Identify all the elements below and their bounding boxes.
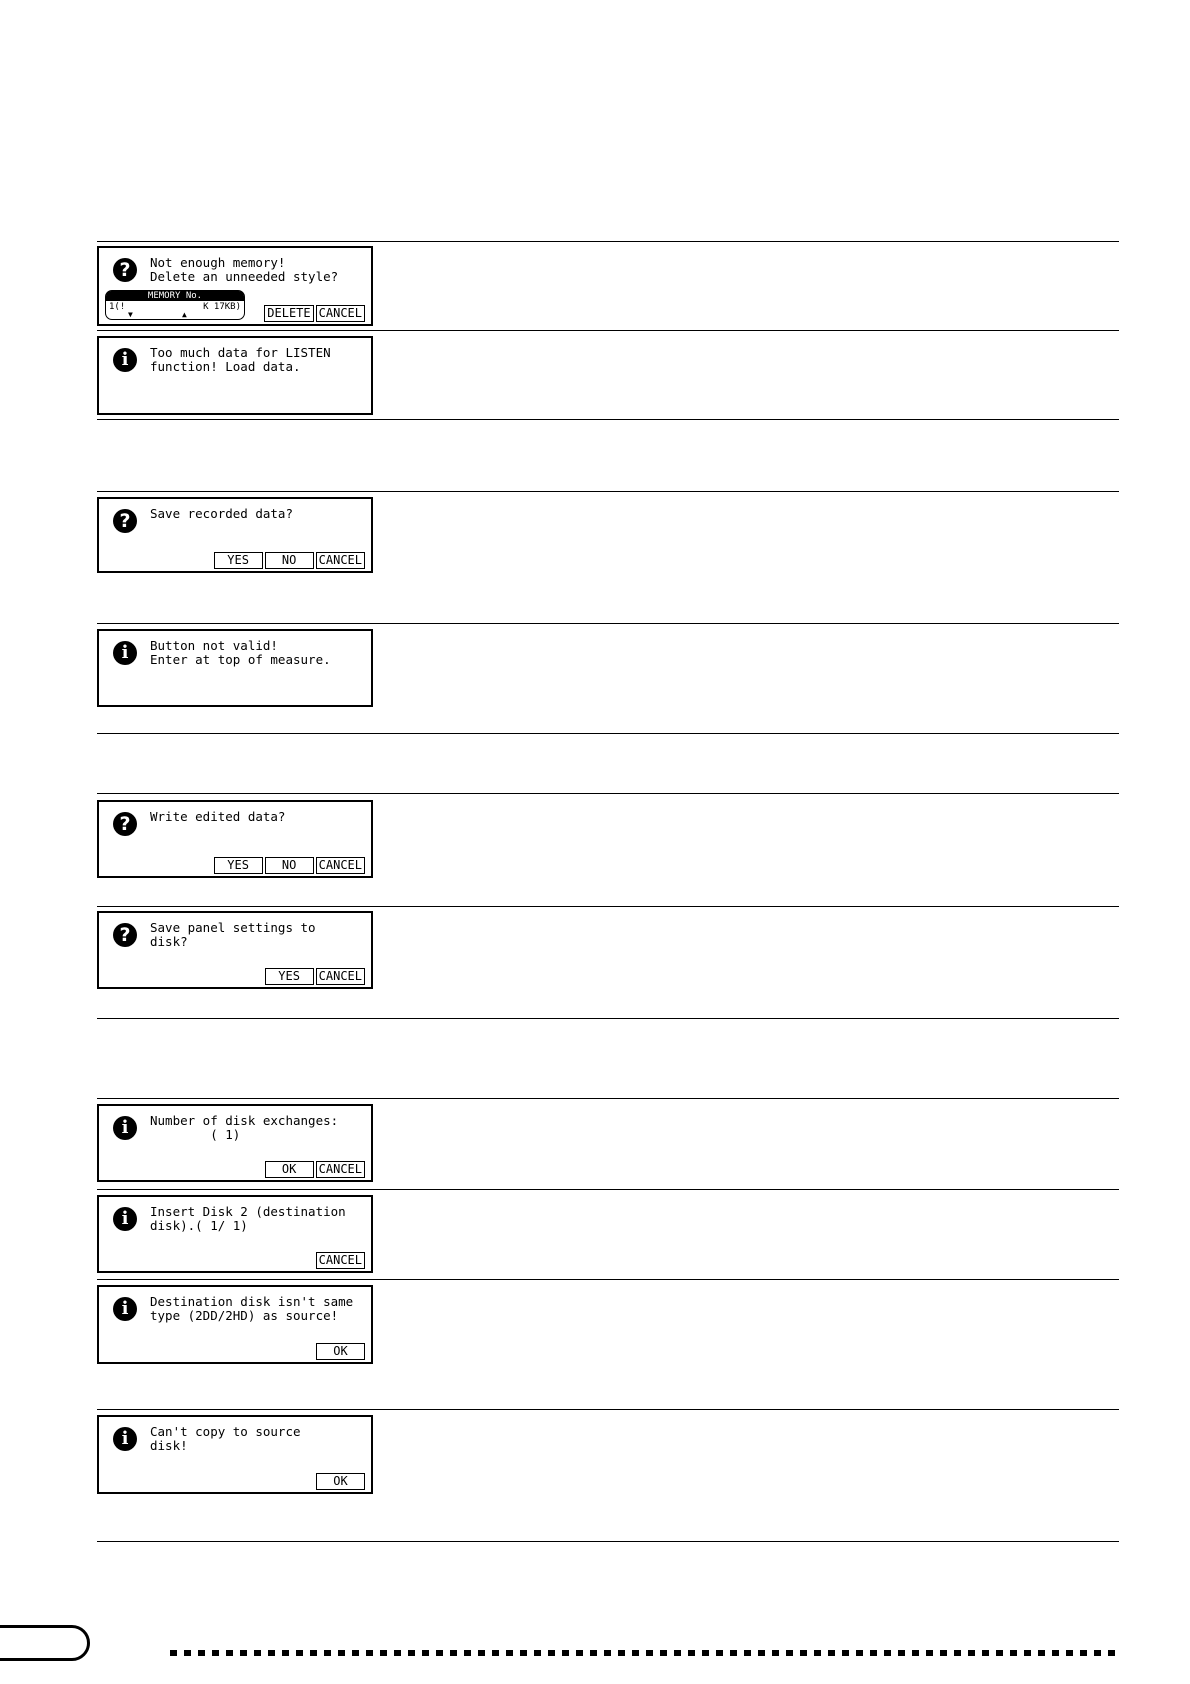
no-button[interactable]: NO xyxy=(265,857,314,874)
lcd-message: Button not valid! Enter at top of measure. xyxy=(150,638,331,667)
divider-line xyxy=(97,1279,1119,1280)
lcd-button-row xyxy=(316,1252,365,1269)
ok-button[interactable]: OK xyxy=(316,1473,365,1490)
lcd-save-recorded-data xyxy=(97,497,373,573)
page-number-tab xyxy=(0,1625,90,1661)
lcd-cannot-copy-to-source xyxy=(97,1415,373,1494)
divider-line xyxy=(97,419,1119,420)
lcd-listen-too-much-data xyxy=(97,336,373,415)
ok-button[interactable]: OK xyxy=(265,1161,314,1178)
question-icon: ? xyxy=(113,258,137,282)
info-icon: i xyxy=(113,348,137,372)
yes-button[interactable]: YES xyxy=(214,552,263,569)
info-icon: i xyxy=(113,641,137,665)
cancel-button[interactable]: CANCEL xyxy=(316,1161,365,1178)
divider-line xyxy=(97,491,1119,492)
ok-button[interactable]: OK xyxy=(316,1343,365,1360)
lcd-memory-full xyxy=(97,246,373,326)
lcd-message: Not enough memory! Delete an unneeded style? xyxy=(150,255,339,284)
lcd-message: Destination disk isn't same type (2DD/2HD) as source! xyxy=(150,1294,354,1323)
memory-number-box xyxy=(105,290,245,320)
lcd-button-row xyxy=(265,968,365,985)
lcd-disk-exchanges xyxy=(97,1104,373,1182)
lcd-message: Can't copy to source disk! xyxy=(150,1424,301,1453)
info-icon: i xyxy=(113,1207,137,1231)
divider-line xyxy=(97,906,1119,907)
no-button[interactable]: NO xyxy=(265,552,314,569)
lcd-save-panel-settings xyxy=(97,911,373,989)
lcd-button-row xyxy=(214,857,365,874)
divider-line xyxy=(97,1189,1119,1190)
footer-dotted-rule xyxy=(170,1650,1119,1656)
lcd-message: Save panel settings to disk? xyxy=(150,920,316,949)
yes-button[interactable]: YES xyxy=(265,968,314,985)
lcd-message: Write edited data? xyxy=(150,809,286,824)
divider-line xyxy=(97,623,1119,624)
info-icon: i xyxy=(113,1427,137,1451)
lcd-button-row xyxy=(316,1343,365,1360)
divider-line xyxy=(97,1018,1119,1019)
lcd-button-row xyxy=(316,1473,365,1490)
divider-line xyxy=(97,793,1119,794)
delete-button[interactable]: DELETE xyxy=(264,305,313,322)
cancel-button[interactable]: CANCEL xyxy=(316,857,365,874)
cancel-button[interactable]: CANCEL xyxy=(316,1252,365,1269)
cancel-button[interactable]: CANCEL xyxy=(316,968,365,985)
yes-button[interactable]: YES xyxy=(214,857,263,874)
question-icon: ? xyxy=(113,923,137,947)
down-arrow-icon[interactable]: ▼ xyxy=(128,310,133,319)
lcd-disk-type-mismatch xyxy=(97,1285,373,1364)
lcd-button-not-valid xyxy=(97,629,373,707)
divider-line xyxy=(97,1541,1119,1542)
lcd-write-edited-data xyxy=(97,800,373,878)
memory-label: MEMORY No. xyxy=(106,291,244,301)
lcd-message: Number of disk exchanges: ( 1) xyxy=(150,1113,339,1142)
cancel-button[interactable]: CANCEL xyxy=(316,552,365,569)
lcd-message: Too much data for LISTEN function! Load data. xyxy=(150,345,331,374)
question-icon: ? xyxy=(113,509,137,533)
lcd-insert-destination-disk xyxy=(97,1195,373,1273)
divider-line xyxy=(97,330,1119,331)
memory-size: K 17KB) xyxy=(203,302,241,312)
lcd-message: Insert Disk 2 (destination disk).( 1/ 1) xyxy=(150,1204,346,1233)
info-icon: i xyxy=(113,1116,137,1140)
lcd-button-row xyxy=(264,305,365,322)
cancel-button[interactable]: CANCEL xyxy=(316,305,365,322)
info-icon: i xyxy=(113,1297,137,1321)
up-arrow-icon[interactable]: ▲ xyxy=(182,310,187,319)
lcd-message: Save recorded data? xyxy=(150,506,293,521)
divider-line xyxy=(97,241,1119,242)
question-icon: ? xyxy=(113,812,137,836)
memory-number: 1(! xyxy=(109,302,126,312)
divider-line xyxy=(97,1409,1119,1410)
divider-line xyxy=(97,733,1119,734)
lcd-button-row xyxy=(214,552,365,569)
divider-line xyxy=(97,1098,1119,1099)
lcd-button-row xyxy=(265,1161,365,1178)
